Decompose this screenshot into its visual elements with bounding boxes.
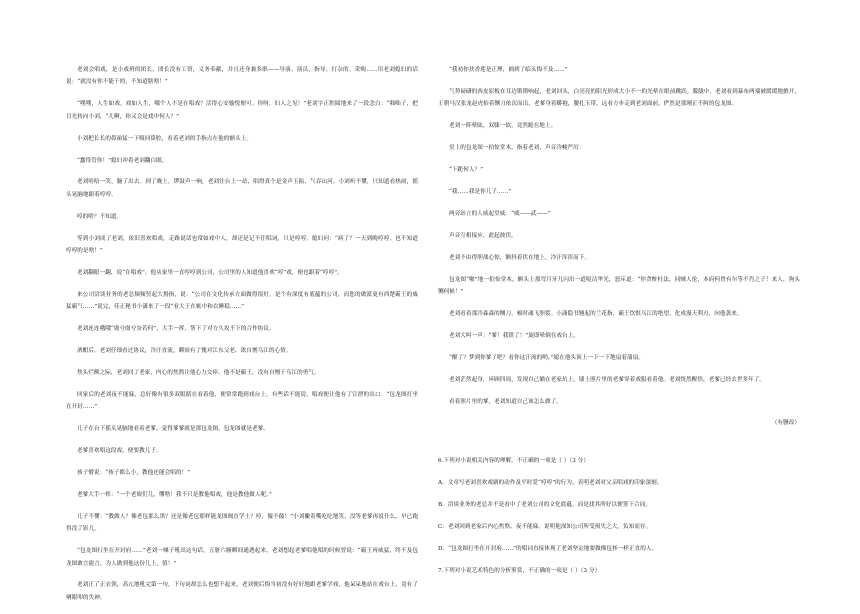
paragraph: 老刘大叫一声：“爹！我错了！”旋即晕倒在戏台上。 — [449, 332, 579, 339]
paragraph: 孩子懵说：“孩子都么小，教他还能会唱的！” — [77, 470, 191, 477]
paragraph: 来公司洽谈业务的老总频频竖起大拇指，说：“公司在文化传承方面做得很好，是个有深度有底蕴的公司，而您的做派更有西楚霸王的威猛霸气……”说完，佳正秘书小潇来了一段“看大王在帐中和衣睡稳……” — [66, 291, 418, 311]
source-note: （有删改） — [771, 420, 800, 427]
question-7 — [438, 565, 800, 577]
paragraph: 老刘一阵晕眩，双膝一软，竟然跪在地上。 — [449, 123, 557, 130]
answer-option-d[interactable]: D．“包龙图打坐在开封府……”的唱词直接体现了老刘坚定地要做像包拯一样正直的人。 — [438, 545, 658, 552]
paragraph: 等到小刘成了老刘，依旧喜欢唱戏，走路说话也常如戏中人，却还是记不住唱词，只是哼哼。媳妇问：“病了？一天到晚哼哼，也不知道哼哼的是啥！” — [66, 235, 418, 255]
paragraph: 儿子在台下摇头晃脑地看着老爹，觉得爹爹就是那包龙图，包龙图就是老爹。 — [77, 426, 269, 433]
question-stem: 6.下列对小说相关内容的理解，不正确的一项是（ ）（3 分） — [438, 458, 589, 465]
paragraph: “醒了？梦到你爹了吧？看你这汗流的哟，”媳在他头顶上一下一下地扇着蒲扇。 — [449, 354, 644, 361]
paragraph: 老爹大手一挥：“一个老娘们儿，懂啥！我不只是教他唱戏，他是教他做人呢。” — [77, 491, 272, 498]
paragraph: 酒酣后，老刘仔细看过协议，冷汗直流，瞬间有了愧对江东父老、欲自刎乌江的心情。 — [77, 348, 292, 355]
paragraph: “包龙图打坐在开封府……”老刘一嗓子吼出这句话，五脏六腑瞬间通透起来。老刘想起老爹唱他唱的时候曾说：“霸王再威猛，终不及包龙图敢言能言，为人做到他这份儿上，值！” — [66, 548, 418, 567]
answer-option-a[interactable]: A．文章写老刘喜欢戏剧的动作及平时爱“哼哼”的行为，表明老刘对父亲唱戏的印象深刻。 — [438, 480, 663, 487]
paragraph: 包龙图“啪”地一拍惊堂木，额头上那弯月牙儿闪出一道哒洁华光，怒斥道：“你贪赃枉法，同贼人伦，本府何曾有尔等不肖之子！来人，狗头铡伺候！” — [438, 276, 800, 295]
question-stem: 7.下列对小说艺术特色的分析鉴赏，不正确的一项是（ ）（3 分） — [438, 567, 601, 574]
paragraph: 老刘茫然起身，环顾四周，发现自己躺在老家炕上，墙上照片里的老爹穿着戏服看着他。老刘恍然醒悟，老爹已经去世多年了。 — [449, 376, 766, 383]
paragraph: “我……我是你儿子……” — [449, 188, 512, 195]
paragraph: 气势磅礴的西皮原板在耳边锵锵响起，老刘回头，白亮亮的阳光形成大小不一的光晕在眼前跳跃。朦胧中，老刘看到暴布两端被缓缓地掀开，王朝马汉张龙赵虎抬着铡刀依次而出，老爹身着蟒袍，腰扎玉带，远看方步走到老刘面前，俨然是那刚正不阿的包龙图。 — [438, 88, 800, 108]
question-6 — [438, 455, 800, 555]
paragraph: “下跪何人？” — [449, 167, 484, 174]
paragraph: 老刘不由得胆战心惊，额抖着伏在地上，冷汗浑浑而下。 — [449, 254, 591, 261]
paragraph: 老爹喜欢唱这段戏，便要教儿子。 — [77, 448, 162, 455]
paragraph: 小刘把长长的鼻涕猛一下吸回鼻腔，看着老刘的手指点在他的额头上。 — [77, 135, 252, 142]
left-column — [66, 64, 418, 614]
paragraph: 哼的啥？不知道。 — [77, 213, 123, 220]
paragraph: 老刘哈哈一笑，腕了出去。到了晚上，锣鼓声一响，老刘往台上一站，唱得真个是金声玉振、气吞山河。小刘听不懂，只知道看热闹，摇头晃脑地跟着哼哼。 — [66, 179, 418, 198]
right-column — [438, 64, 800, 587]
answer-option-c[interactable]: C．老刘回到老家后内心焦熬、夜不能寐，说明他深知公司所受损失之大，负知而存。 — [438, 524, 652, 531]
paragraph: 老刘正了正衣领，高亢地吼完第一句，下句词却怎么也想不起来。老刘便后悔当初没有好好地跟老爹学戏，他呆呆地站在戏台上，竟有了剜眼叩的失神。 — [66, 582, 418, 601]
paragraph: “嘿嘿，人生如戏，戏如人生，哪个人不是在唱戏？活得心安愉悦便可。你呀，妇人之见！”老刘字正腔圆地来了一段念白：“咄咄子，把目光转向小刘，“儿啊，你又会是戏中何人？” — [66, 101, 418, 120]
paragraph: 焦头烂额之际，老刘回了老家，内心的焦熬让他心力交瘁，他不是霸王，没有自刎于乌江的勇气。 — [77, 370, 320, 376]
paragraph: 老刘会唱戏，是小戏班的团长。团长没有工资，义务奉献，并且还身兼多职——导演、演员、指导、打杂的、采购……用老刘媳妇的话说：“就没有你不能干的，不知道瞎啥！” — [66, 67, 418, 86]
answer-option-b[interactable]: B．洽谈业务的老总并不是看中了老刘公司的文化底蕴，而是找其所好以便签下合同。 — [438, 502, 651, 509]
paragraph: 堂上的包龙图一拍惊堂木，指着老刘，声音冷峻严厉： — [449, 145, 585, 152]
paragraph: 老刘看着那冷森森的铡刀，顿时魂飞胆裂。小潇隐书翘起的兰花指，霸王饮恨乌江的绝望，化成漫天利刃，向他袭来。 — [449, 310, 743, 317]
paragraph: 看着照片里的爹，老刘知道自己该怎么做了。 — [449, 398, 562, 405]
paragraph: “我劝你扶香莲是正理，祸到了临头悔不及……” — [449, 67, 568, 73]
paragraph: 两旁站立的人威起堂威：“威——武——” — [449, 210, 551, 217]
paragraph: 回家后的老刘夜不能寐，总好像有很多双眼睛在看着他，便常常跑到戏台上。有些话不能说，唱戏便让他有了宣泄的出口：“包龙图打坐在开封……” — [66, 391, 418, 411]
paragraph: 儿子不懂：“教做人？像老包那么黑？还是像老包那样能龙图阁直学士？哼，傻不傻！”小刘撇着嘴吃吃地笑，没等老爹再说什么，早已跑得没了影儿。 — [66, 513, 418, 533]
paragraph: 声音互相接应，此起彼伏。 — [449, 232, 517, 239]
paragraph: 老刘翻眼一翻，说“在唱戏”。他从家里一直哼哼到公司，公司里的人知道他喜欢“哼”戏，便也跟着“哼哼”。 — [77, 269, 343, 276]
paragraph: 老刘连连哦哦“虞兮虞兮奈若何”，大手一挥，签下了对方久攻不下的合作协议。 — [77, 326, 275, 333]
paragraph: “蠢得管你！”媳妇冲着老刘翻白眼。 — [77, 157, 168, 164]
